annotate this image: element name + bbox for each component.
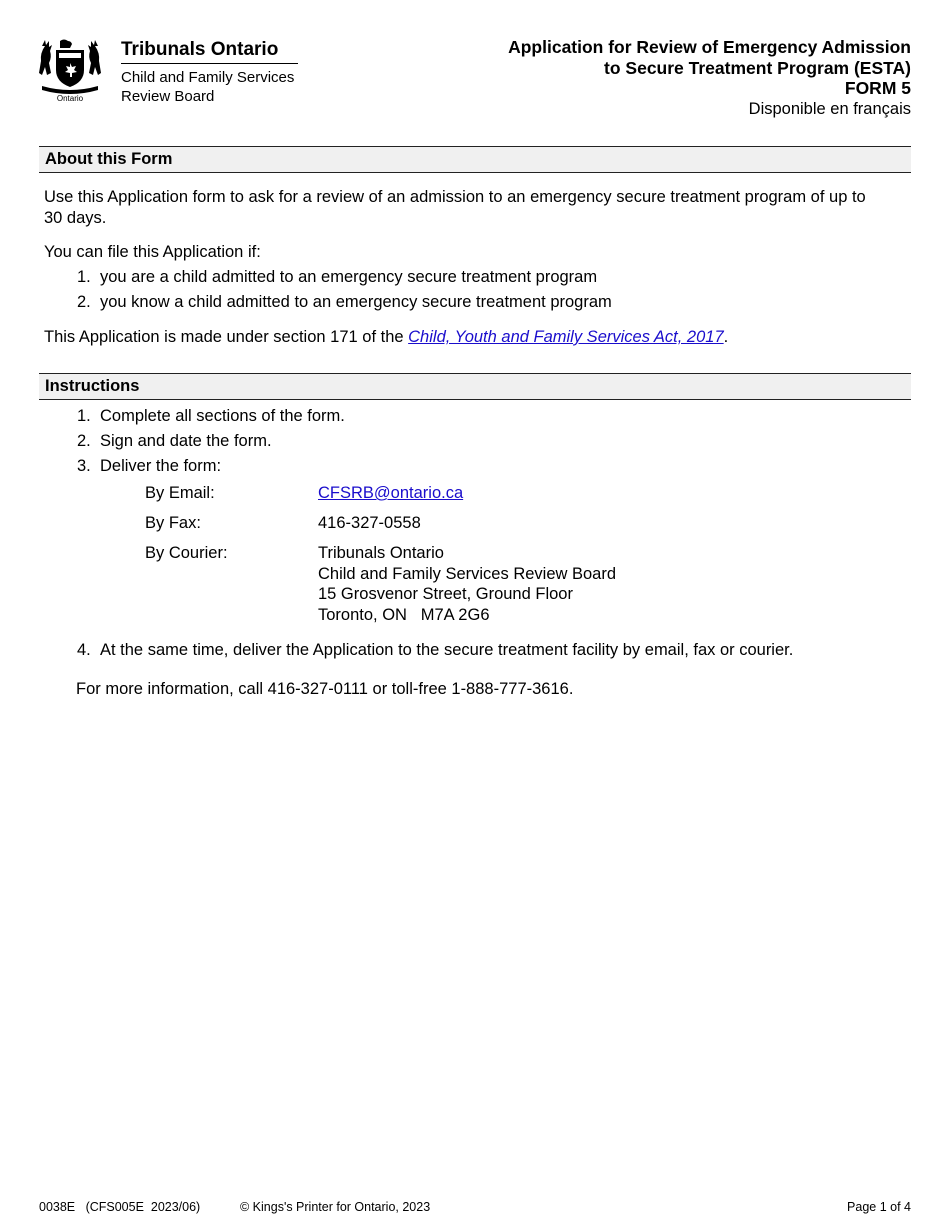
list-text: you are a child admitted to an emergency secure treatment program [100,268,598,286]
about-intro-line1: Use this Application form to ask for a review of an admission to an emergency secure treatment program of up to [44,188,866,206]
act-link[interactable]: Child, Youth and Family Services Act, 2017 [408,328,724,346]
list-item [77,292,777,317]
legislation-statement [44,327,728,348]
form-title-line2: to Secure Treatment Program (ESTA) [604,57,911,78]
courier-line3: 15 Grosvenor Street, Ground Floor [318,585,573,603]
fax-value: 416-327-0558 [318,514,421,532]
list-number: 1. [77,407,91,425]
more-info-text: For more information, call 416-327-0111 or toll-free 1-888-777-3616. [76,680,574,698]
fax-label: By Fax: [145,514,201,532]
courier-label: By Courier: [145,544,228,562]
form-title-line1: Application for Review of Emergency Admission [508,37,911,57]
email-label: By Email: [145,484,215,502]
footer-page-number: Page 1 of 4 [847,1200,911,1214]
org-sub-line2: Review Board [121,88,215,105]
list-item [77,267,777,292]
list-number: 2. [77,293,91,311]
list-item [77,406,777,431]
org-divider [121,63,298,64]
list-number: 3. [77,457,91,475]
list-text: you know a child admitted to an emergency secure treatment program [100,293,612,311]
file-if-text: You can file this Application if: [44,243,261,261]
org-name: Tribunals Ontario [121,39,279,60]
list-item [77,431,777,456]
email-link[interactable]: CFSRB@ontario.ca [318,484,464,502]
about-intro-line2: 30 days. [44,209,107,227]
footer-form-code: 0038E (CFS005E 2023/06) [39,1200,201,1214]
delivery-methods [145,483,845,628]
logo-text: Ontario [56,94,84,103]
list-number: 4. [77,641,91,659]
form-number: FORM 5 [844,78,911,98]
french-availability-note: Disponible en français [748,99,911,118]
footer-copyright: © Kings's Printer for Ontario, 2023 [240,1200,431,1214]
list-text: Complete all sections of the form. [100,407,345,425]
condition-list [77,267,777,317]
organization-block [121,38,298,106]
list-text: At the same time, deliver the Application to the secure treatment facility by email, fax or courier. [100,641,794,659]
ontario-coat-of-arms-icon [38,38,102,104]
form-title-block [508,37,911,119]
courier-line4: Toronto, ON M7A 2G6 [318,605,490,624]
about-section-heading: About this Form [39,146,911,173]
list-text: Deliver the form: [100,457,222,475]
instructions-section-heading: Instructions [39,373,911,400]
list-item [77,456,777,481]
courier-line2: Child and Family Services Review Board [318,564,617,583]
legislation-prefix: This Application is made under section 171 of the [44,328,409,346]
list-number: 2. [77,432,91,450]
list-number: 1. [77,268,91,286]
legislation-suffix: . [723,328,729,346]
instruction-steps [77,406,777,481]
courier-line1: Tribunals Ontario [318,544,444,562]
org-sub-line1: Child and Family Services [121,69,295,86]
list-text: Sign and date the form. [100,432,272,450]
